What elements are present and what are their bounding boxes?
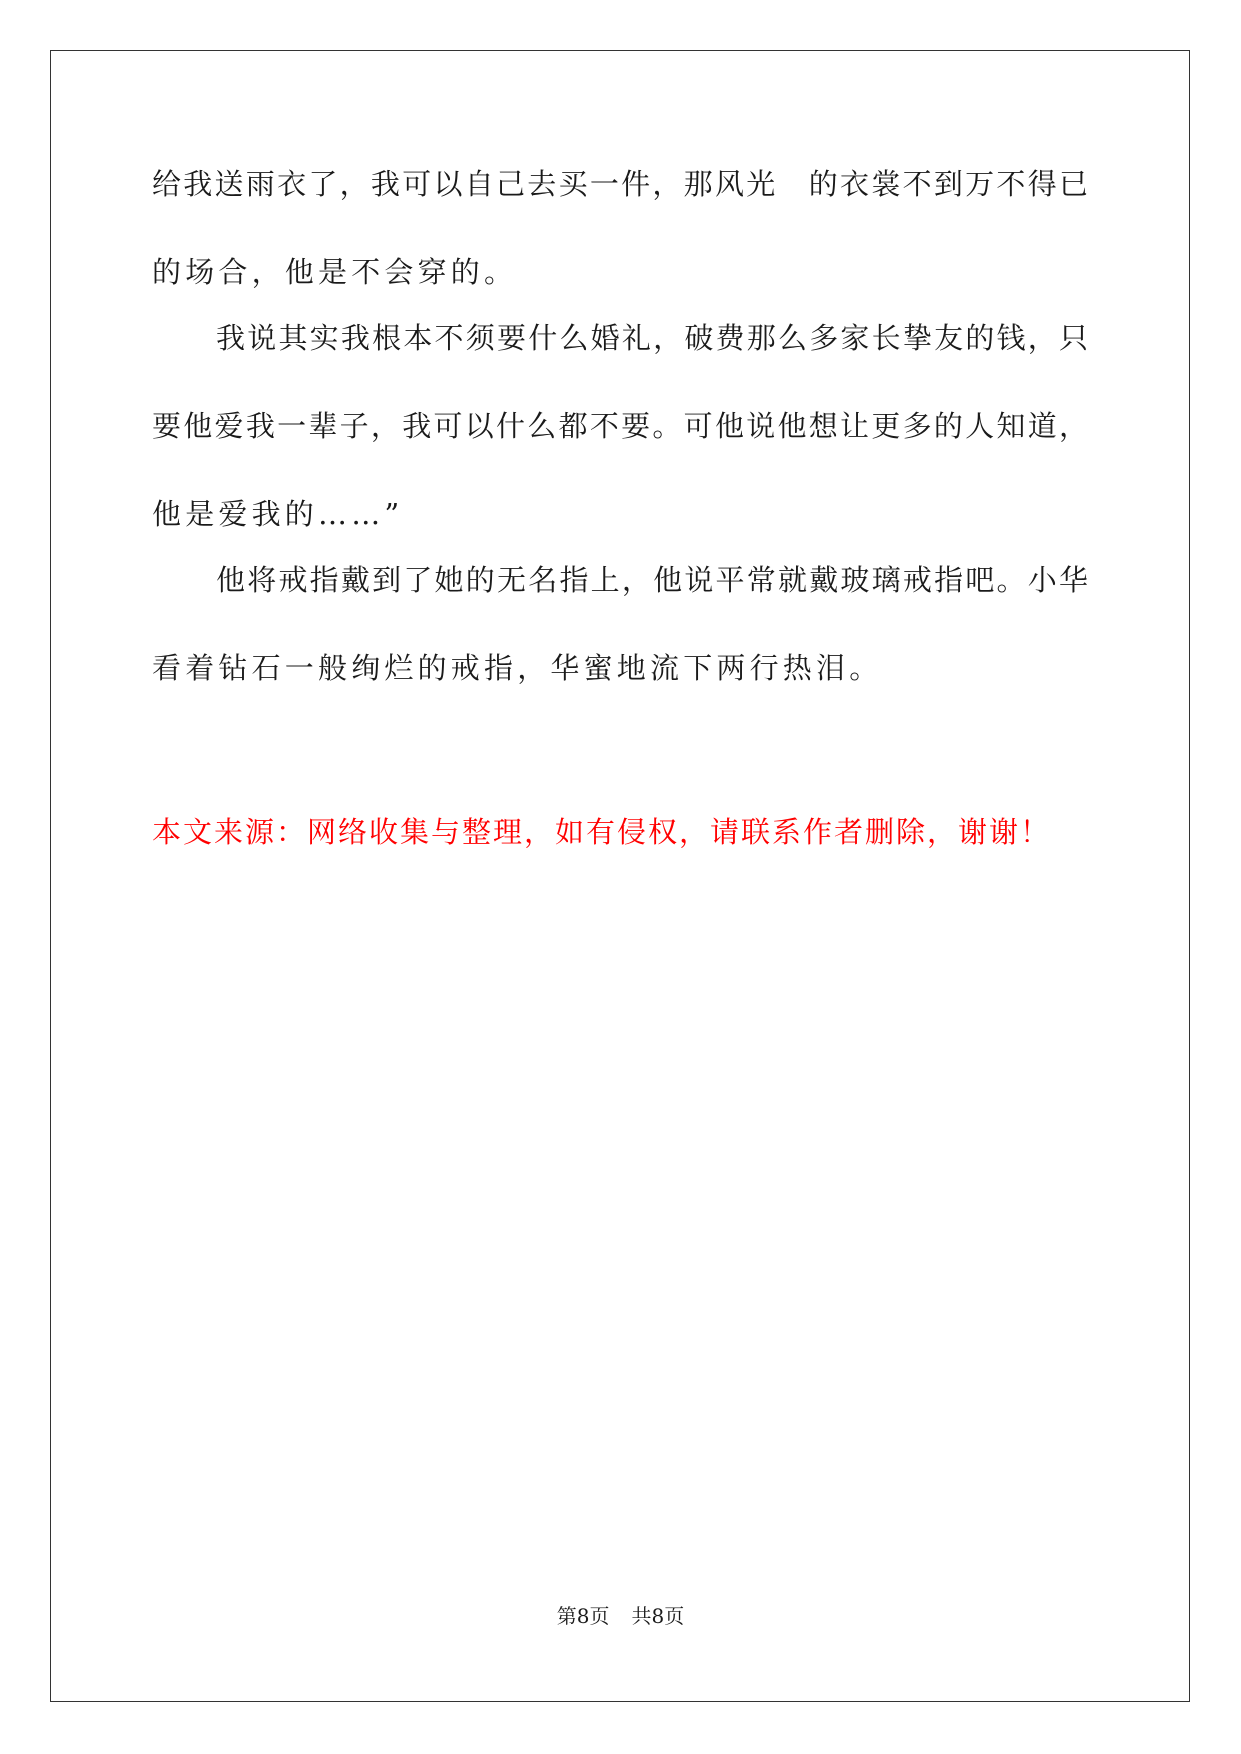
paragraph-line: 看着钻石一般绚烂的戒指，华蜜地流下两行热泪。 [152,651,883,685]
document-body [152,166,1088,738]
page-number: 第8页 [556,1604,610,1628]
paragraph-line: 给我送雨衣了，我可以自己去买一件，那风光 的衣裳不到万不得已 [152,167,1088,201]
paragraph-line: 他将戒指戴到了她的无名指上，他说平常就戴玻璃戒指吧。小华 [216,563,1088,597]
paragraph-line: 我说其实我根本不须要什么婚礼，破费那么多家长挚友的钱，只 [216,321,1088,355]
page-total: 共8页 [631,1604,685,1628]
paragraph-1 [152,166,1088,320]
paragraph-line: 的场合，他是不会穿的。 [152,255,518,289]
page-footer [0,1604,1241,1628]
paragraph-line: 要他爱我一辈子，我可以什么都不要。可他说他想让更多的人知道， [152,409,1088,443]
source-disclaimer: 本文来源：网络收集与整理，如有侵权，请联系作者删除，谢谢！ [152,815,1052,849]
paragraph-2 [152,320,1088,562]
paragraph-3 [152,562,1088,738]
paragraph-line: 他是爱我的……” [152,497,404,531]
